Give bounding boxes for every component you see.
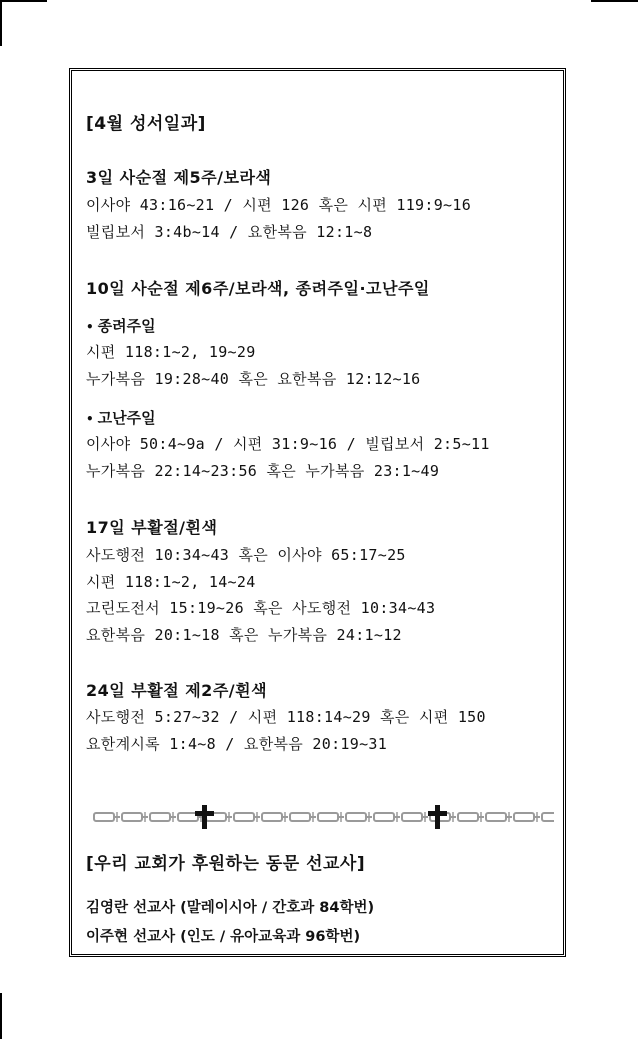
reading-line: 요한복음 20:1~18 혹은 누가복음 24:1~12	[86, 626, 402, 644]
reading-line: 사도행전 10:34~43 혹은 이사야 65:17~25	[86, 546, 406, 564]
bullet-icon: •	[86, 320, 94, 334]
group-label-text: 종려주일	[97, 317, 156, 335]
missionary-item: 김영란 선교사 (말레이시아 / 간호과 84학번)	[86, 900, 375, 916]
bullet-icon: •	[86, 412, 94, 426]
week-heading: 17일 부활절/흰색	[86, 518, 218, 537]
reading-line: 누가복음 19:28~40 혹은 요한복음 12:12~16	[86, 370, 421, 388]
missionaries-title: [우리 교회가 후원하는 동문 선교사]	[86, 854, 366, 874]
group-label-text: 고난주일	[97, 409, 156, 427]
reading-line: 빌립보서 3:4b~14 / 요한복음 12:1~8	[86, 223, 373, 241]
reading-line: 이사야 43:16~21 / 시편 126 혹은 시편 119:9~16	[86, 196, 472, 214]
week-heading: 24일 부활절 제2주/흰색	[86, 681, 268, 700]
bulletin-frame	[69, 68, 566, 957]
reading-line: 누가복음 22:14~23:56 혹은 누가복음 23:1~49	[86, 462, 440, 480]
reading-line: 시편 118:1~2, 14~24	[86, 573, 256, 591]
crop-mark	[0, 0, 2, 46]
crop-mark	[591, 0, 638, 2]
group-label	[86, 407, 156, 428]
reading-line: 사도행전 5:27~32 / 시편 118:14~29 혹은 시편 150	[86, 708, 486, 726]
crop-mark	[0, 0, 47, 2]
lectionary-title: [4월 성서일과]	[86, 114, 206, 134]
cross-chain-icon	[92, 805, 554, 829]
reading-line: 고린도전서 15:19~26 혹은 사도행전 10:34~43	[86, 599, 436, 617]
reading-line: 시편 118:1~2, 19~29	[86, 343, 256, 361]
reading-line: 요한계시록 1:4~8 / 요한복음 20:19~31	[86, 735, 388, 753]
group-label	[86, 315, 156, 336]
missionary-item: 이주현 선교사 (인도 / 유아교육과 96학번)	[86, 929, 361, 945]
crop-mark	[0, 993, 2, 1039]
week-heading: 10일 사순절 제6주/보라색, 종려주일·고난주일	[86, 279, 430, 298]
cross-chain-divider	[92, 805, 554, 829]
week-heading: 3일 사순절 제5주/보라색	[86, 168, 272, 187]
reading-line: 이사야 50:4~9a / 시편 31:9~16 / 빌립보서 2:5~11	[86, 435, 490, 453]
